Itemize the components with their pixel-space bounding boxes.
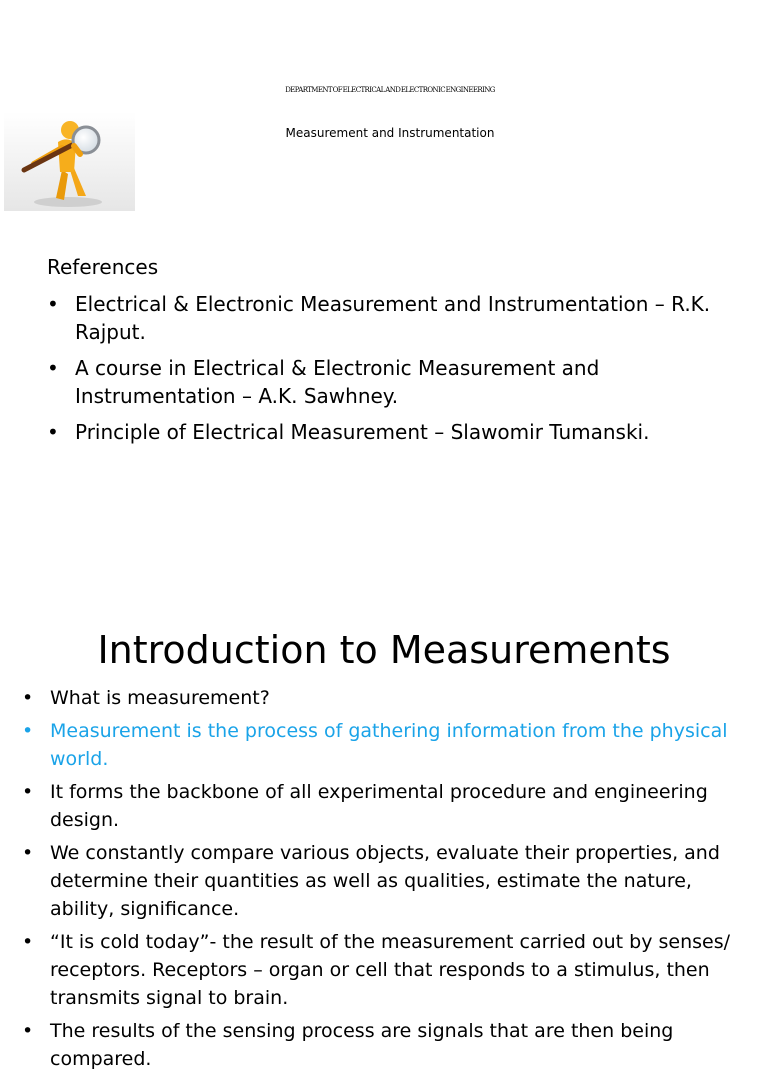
bullet-icon: • bbox=[22, 1020, 34, 1042]
bullet-icon: • bbox=[22, 687, 34, 709]
course-title: Measurement and Instrumentation bbox=[285, 126, 495, 140]
department-heading: DEPARTMENT OF ELECTRICAL AND ELECTRONIC ENGINEERING bbox=[285, 86, 495, 94]
magnifier-person-icon bbox=[4, 112, 135, 211]
bullet-item bbox=[22, 1017, 742, 1073]
bullet-text: We constantly compare various objects, evaluate their properties, and determine their quantities as well as qualities, estimate the nature, ability, significance. bbox=[50, 842, 720, 920]
reference-text: Principle of Electrical Measurement – Slawomir Tumanski. bbox=[75, 420, 650, 444]
references-heading: References bbox=[47, 255, 159, 279]
bullet-item bbox=[22, 684, 742, 712]
bullet-icon: • bbox=[47, 356, 59, 380]
reference-text: Electrical & Electronic Measurement and Instrumentation – R.K. Rajput. bbox=[75, 292, 711, 344]
bullet-text: The results of the sensing process are signals that are then being compared. bbox=[50, 1020, 674, 1070]
bullet-item-highlighted bbox=[22, 717, 742, 773]
bullet-text: Measurement is the process of gathering information from the physical world. bbox=[50, 720, 728, 770]
reference-item bbox=[47, 354, 737, 410]
bullet-item bbox=[22, 778, 742, 834]
bullet-item bbox=[22, 928, 742, 1012]
bullet-icon: • bbox=[22, 842, 34, 864]
slide-2 bbox=[0, 576, 768, 1070]
bullet-text: It forms the backbone of all experimental procedure and engineering design. bbox=[50, 781, 708, 831]
references-list bbox=[47, 290, 737, 454]
bullet-icon: • bbox=[22, 931, 34, 953]
reference-item bbox=[47, 290, 737, 346]
reference-text: A course in Electrical & Electronic Measurement and Instrumentation – A.K. Sawhney. bbox=[75, 356, 600, 408]
bullet-icon: • bbox=[22, 781, 34, 803]
bullet-text: “It is cold today”- the result of the measurement carried out by senses/ receptors. Receptors – organ or cell that responds to a stimulus, then transmits signal to brain. bbox=[50, 931, 731, 1009]
intro-bullet-list bbox=[22, 684, 742, 1078]
bullet-icon: • bbox=[47, 420, 59, 444]
bullet-item bbox=[22, 839, 742, 923]
bullet-icon: • bbox=[47, 292, 59, 316]
bullet-text: What is measurement? bbox=[50, 687, 270, 709]
bullet-icon: • bbox=[22, 720, 34, 742]
reference-item bbox=[47, 418, 737, 446]
slide-title: Introduction to Measurements bbox=[97, 628, 671, 672]
